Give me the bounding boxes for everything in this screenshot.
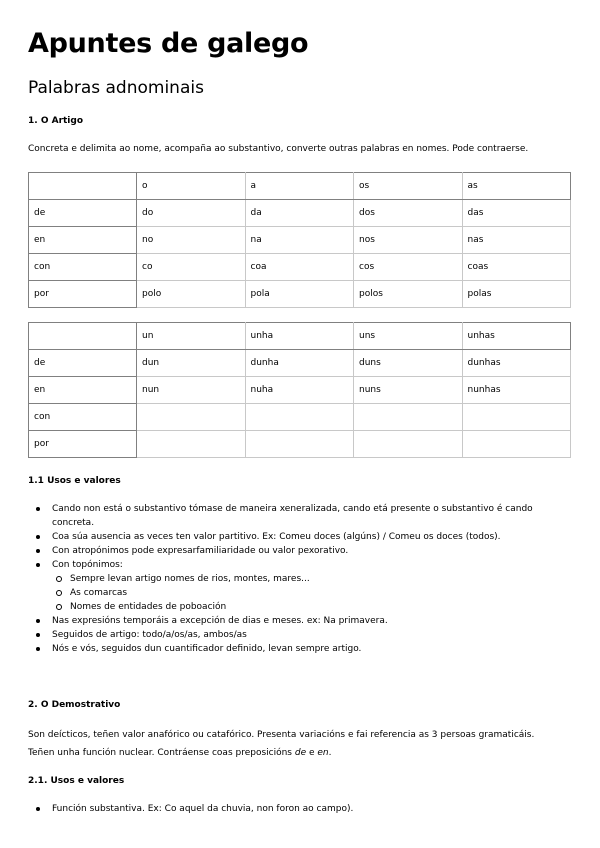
table-row [29,200,571,227]
list-item: Nós e vós, seguidos dun cuantificador definido, levan sempre artigo. [28,642,558,656]
indefinite-article-table [28,322,571,458]
table-cell: nos [354,227,463,254]
sub-list-item: Sempre levan artigo nomes de rios, montes, mares... [52,572,558,586]
bullet-icon [36,647,40,651]
table-cell: coa [245,254,354,281]
table-cell [462,431,571,458]
bullet-icon [36,807,40,811]
table-cell: as [462,173,571,200]
table-row [29,431,571,458]
table-cell: por [29,281,137,308]
bullet-icon [36,535,40,539]
demostrativo-intro: Son deícticos, teñen valor anafórico ou catafórico. Presenta variacións e fai referencia as 3 persoas gramaticáis. Teñen unha función nuclear. Contráense coas preposicións de e en. [28,730,535,758]
section-heading-usos-valores: 1.1 Usos e valores [28,476,121,486]
table-cell [29,173,137,200]
table-cell: en [29,377,137,404]
bullet-icon [36,549,40,553]
list-item: Función substantiva. Ex: Co aquel da chuvia, non foron ao campo). [28,802,558,816]
demostrativo-usos-list [28,802,558,816]
table-cell: coas [462,254,571,281]
table-cell: uns [354,323,463,350]
list-item: Con topónimos: Sempre levan artigo nomes de rios, montes, mares... As comarcas Nomes de entidades de poboación [28,558,558,614]
table-cell: de [29,200,137,227]
section-heading-demostrativo: 2. O Demostrativo [28,700,121,710]
table-cell: co [137,254,246,281]
table-cell: un [137,323,246,350]
circle-bullet-icon [56,604,62,610]
table-cell: na [245,227,354,254]
table-cell: con [29,254,137,281]
table-row [29,377,571,404]
table-cell: do [137,200,246,227]
usos-valores-list [28,502,558,656]
table-header-row [29,173,571,200]
circle-bullet-icon [56,590,62,596]
table-row [29,254,571,281]
table-cell: nunhas [462,377,571,404]
list-item: Nas expresións temporáis a excepción de dias e meses. ex: Na primavera. [28,614,558,628]
bullet-icon [36,563,40,567]
table-cell: o [137,173,246,200]
table-cell [245,404,354,431]
list-item: Cando non está o substantivo tómase de maneira xeneralizada, cando etá presente o substantivo é cando concreta. [28,502,558,530]
table-header-row [29,323,571,350]
table-cell: dunhas [462,350,571,377]
table-cell: de [29,350,137,377]
section-heading-usos-valores-2: 2.1. Usos e valores [28,776,125,786]
table-cell: con [29,404,137,431]
list-item: Seguidos de artigo: todo/a/os/as, ambos/as [28,628,558,642]
list-item: Con atropónimos pode expresarfamiliaridade ou valor pexorativo. [28,544,558,558]
table-cell: nuns [354,377,463,404]
table-cell: dun [137,350,246,377]
table-cell: nuha [245,377,354,404]
document-subtitle: Palabras adnominais [28,78,204,98]
table-cell [245,431,354,458]
bullet-icon [36,507,40,511]
table-cell: pola [245,281,354,308]
table-cell [137,431,246,458]
document-title: Apuntes de galego [28,28,309,59]
list-item: Coa súa ausencia as veces ten valor partitivo. Ex: Comeu doces (algúns) / Comeu os doces (todos). [28,530,558,544]
table-cell: dos [354,200,463,227]
table-cell: en [29,227,137,254]
sub-list-item: As comarcas [52,586,558,600]
definite-article-table [28,172,571,308]
table-cell: da [245,200,354,227]
sub-list-item: Nomes de entidades de poboación [52,600,558,614]
table-row [29,350,571,377]
table-cell [354,431,463,458]
table-cell [462,404,571,431]
table-cell: no [137,227,246,254]
table-cell: dunha [245,350,354,377]
toponimos-sublist [52,572,558,614]
table-cell: cos [354,254,463,281]
table-cell: das [462,200,571,227]
table-cell: polas [462,281,571,308]
table-cell: nas [462,227,571,254]
table-cell: os [354,173,463,200]
table-row [29,227,571,254]
table-cell: a [245,173,354,200]
table-cell [29,323,137,350]
table-cell [137,404,246,431]
bullet-icon [36,633,40,637]
section-heading-artigo: 1. O Artigo [28,116,84,126]
table-cell: unhas [462,323,571,350]
table-row [29,281,571,308]
artigo-intro: Concreta e delimita ao nome, acompaña ao substantivo, converte outras palabras en nomes. Pode contraerse. [28,144,529,154]
table-cell: polo [137,281,246,308]
table-cell: nun [137,377,246,404]
table-cell: por [29,431,137,458]
table-cell: unha [245,323,354,350]
circle-bullet-icon [56,576,62,582]
table-cell: duns [354,350,463,377]
table-cell [354,404,463,431]
bullet-icon [36,619,40,623]
table-cell: polos [354,281,463,308]
table-row [29,404,571,431]
